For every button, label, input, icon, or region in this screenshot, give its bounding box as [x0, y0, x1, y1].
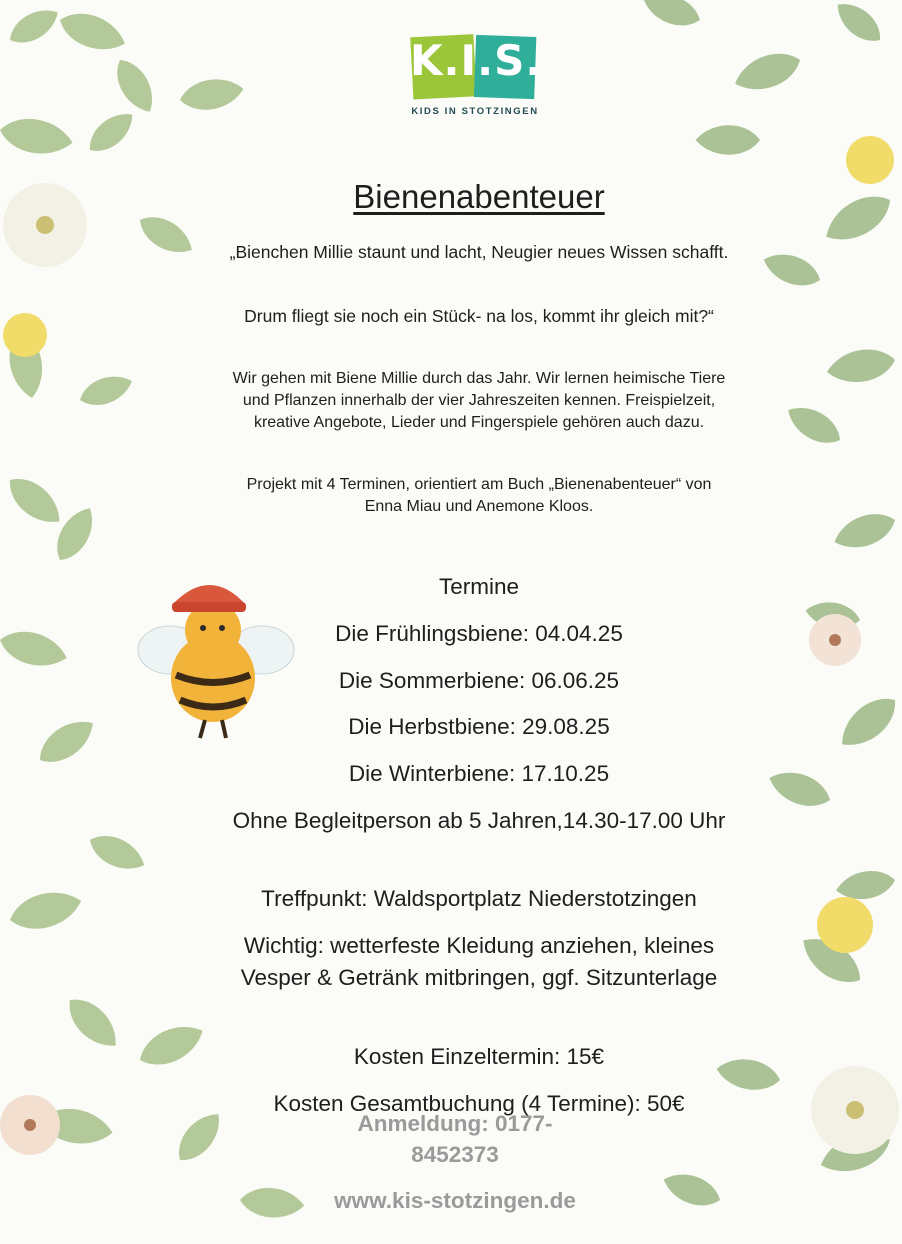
date-item-autumn: Die Herbstbiene: 29.08.25	[348, 714, 610, 739]
logo-text: K.I.S.	[410, 36, 543, 85]
age-time-info: Ohne Begleitperson ab 5 Jahren,14.30-17.00 Uhr	[232, 808, 726, 833]
yellow-flower-icon	[3, 313, 47, 357]
cost-total: Kosten Gesamtbuchung (4 Termine): 50€	[273, 1091, 685, 1116]
dates-heading: Termine	[438, 574, 520, 599]
kis-logo	[410, 30, 543, 120]
date-item-spring: Die Frühlingsbiene: 04.04.25	[335, 621, 623, 646]
description: Wir gehen mit Biene Millie durch das Jahr. Wir lernen heimische Tiere und Pflanzen innerhalb der vier Jahreszeiten kennen. Freispielzeit, kreative Angebote, Lieder und Fingerspiele gehören auch dazu.	[232, 370, 726, 431]
logo-subtitle: KIDS IN STOTZINGEN	[411, 106, 539, 117]
important-note: Wichtig: wetterfeste Kleidung anziehen, kleines Vesper & Getränk mitbringen, ggf. Sitzunterlage	[240, 933, 718, 990]
yellow-flower-icon	[817, 897, 873, 953]
date-item-summer: Die Sommerbiene: 06.06.25	[338, 668, 620, 693]
page-title: Bienenabenteuer	[353, 178, 605, 215]
verse-line-2: Drum fliegt sie noch ein Stück- na los, kommt ihr gleich mit?“	[244, 306, 714, 326]
date-item-winter: Die Winterbiene: 17.10.25	[348, 761, 610, 786]
website-link[interactable]: www.kis-stotzingen.de	[334, 1188, 576, 1213]
verse-line-1: „Bienchen Millie staunt und lacht, Neugier neues Wissen schafft.	[229, 242, 729, 262]
meeting-point: Treffpunkt: Waldsportplatz Niederstotzingen	[261, 886, 697, 911]
project-info: Projekt mit 4 Terminen, orientiert am Buch „Bienenabenteuer“ von Enna Miau und Anemone Kloos.	[246, 476, 712, 515]
registration-phone: Anmeldung: 0177-8452373	[357, 1111, 553, 1167]
cost-single: Kosten Einzeltermin: 15€	[353, 1044, 605, 1069]
yellow-flower-icon	[846, 136, 894, 184]
